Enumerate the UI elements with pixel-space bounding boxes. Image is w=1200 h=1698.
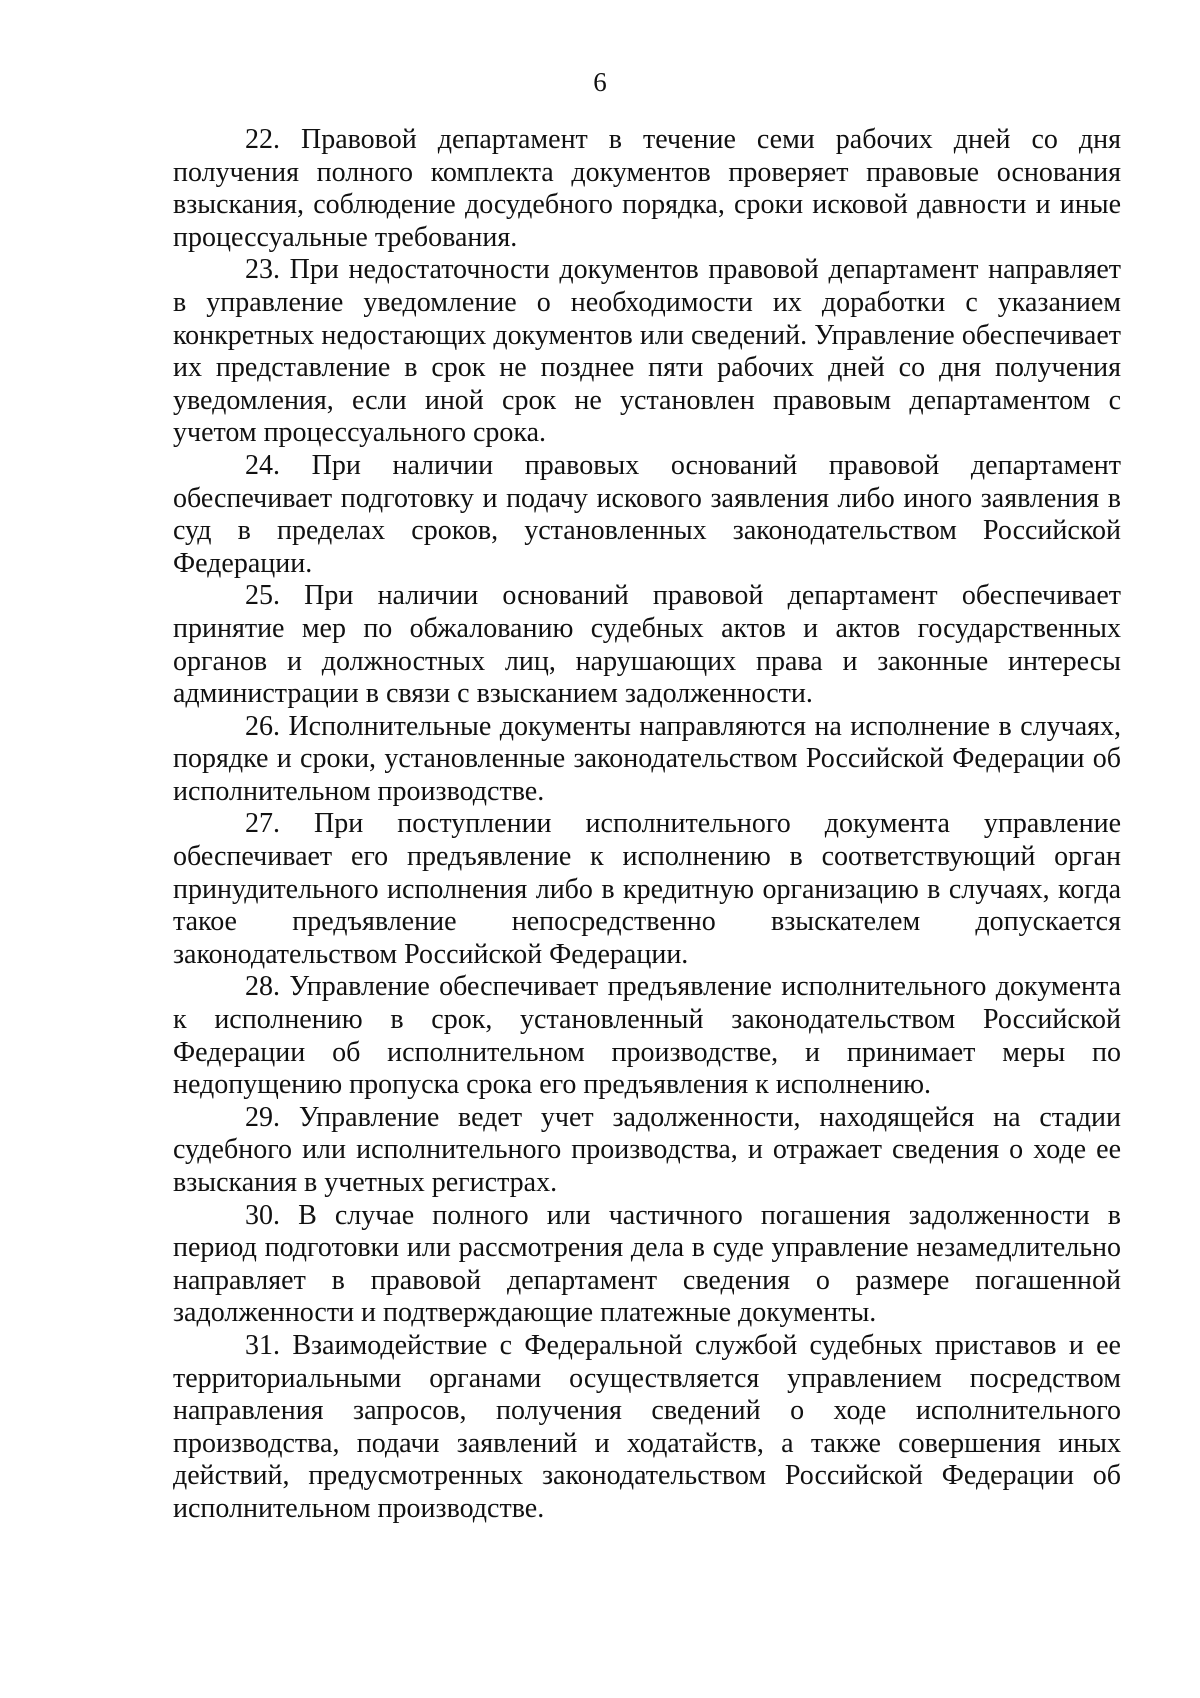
paragraph-28: 28. Управление обеспечивает предъявление исполнительного документа к исполнению в срок, установленный законодательством Российской Федерации об исполнительном производстве, и принимает меры по недопущению пропуска срока его предъявления к исполнению. (173, 971, 1121, 1101)
paragraph-31: 31. Взаимодействие с Федеральной службой судебных приставов и ее территориальными органами осуществляется управлением посредством направления запросов, получения сведений о ходе исполнительного производства, подачи заявлений и ходатайств, а также совершения иных действий, предусмотренных законодательством Российской Федерации об исполнительном производстве. (173, 1329, 1121, 1524)
paragraph-24: 24. При наличии правовых оснований правовой департамент обеспечивает подготовку и подачу искового заявления либо иного заявления в суд в пределах сроков, установленных законодательством Российской Федерации. (173, 449, 1121, 579)
document-body (173, 124, 1121, 1526)
paragraph-23: 23. При недостаточности документов правовой департамент направляет в управление уведомление о необходимости их доработки с указанием конкретных недостающих документов или сведений. Управление обеспечивает их представление в срок не позднее пяти рабочих дней со дня получения уведомления, если иной срок не установлен правовым департаментом с учетом процессуального срока. (173, 254, 1121, 449)
paragraph-29: 29. Управление ведет учет задолженности, находящейся на стадии судебного или исполнительного производства, и отражает сведения о ходе ее взыскания в учетных регистрах. (173, 1101, 1121, 1198)
paragraph-26: 26. Исполнительные документы направляются на исполнение в случаях, порядке и сроки, установленные законодательством Российской Федерации об исполнительном производстве. (173, 710, 1121, 807)
paragraph-27: 27. При поступлении исполнительного документа управление обеспечивает его предъявление к исполнению в соответствующий орган принудительного исполнения либо в кредитную организацию в случаях, когда такое предъявление непосредственно взыскателем допускается законодательством Российской Федерации. (173, 808, 1121, 970)
paragraph-22: 22. Правовой департамент в течение семи рабочих дней со дня получения полного комплекта документов проверяет правовые основания взыскания, соблюдение досудебного порядка, сроки исковой давности и иные процессуальные требования. (173, 124, 1121, 253)
paragraph-30: 30. В случае полного или частичного погашения задолженности в период подготовки или рассмотрения дела в суде управление незамедлительно направляет в правовой департамент сведения о размере погашенной задолженности и подтверждающие платежные документы. (173, 1199, 1121, 1329)
page-number: 6 (593, 67, 607, 97)
paragraph-25: 25. При наличии оснований правовой департамент обеспечивает принятие мер по обжалованию судебных актов и актов государственных органов и должностных лиц, нарушающих права и законные интересы администрации в связи с взысканием задолженности. (173, 580, 1121, 710)
